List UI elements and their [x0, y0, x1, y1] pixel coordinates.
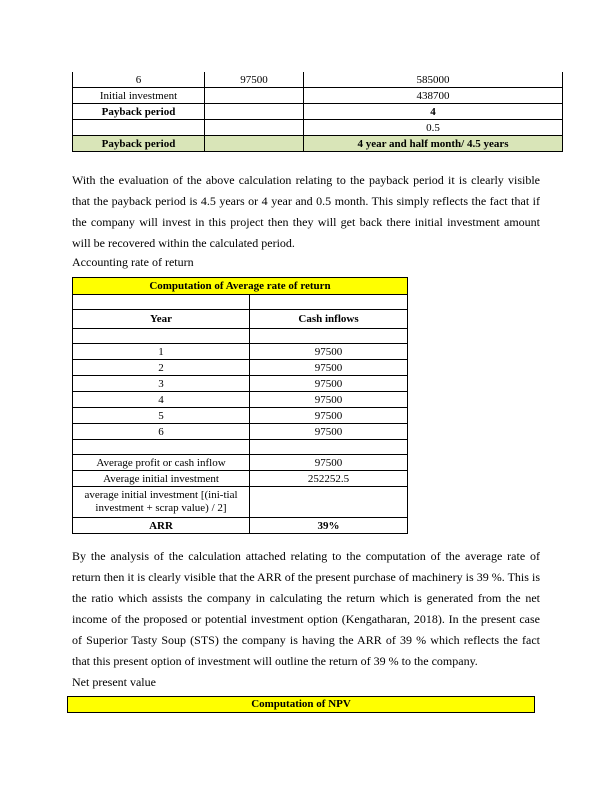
year-cell: 2 [73, 360, 250, 376]
payback-cell: Payback period [73, 104, 205, 120]
cash-cell: 97500 [250, 408, 408, 424]
payback-row [73, 104, 563, 120]
year-cell: 3 [73, 376, 250, 392]
avg-profit-value: 97500 [250, 455, 408, 471]
npv-heading: Net present value [72, 675, 156, 689]
year-row [73, 408, 408, 424]
arr-table [72, 277, 408, 534]
avg-invest-label: Average initial investment [73, 471, 250, 487]
payback-cell: 4 year and half month/ 4.5 years [304, 136, 563, 152]
year-row [73, 392, 408, 408]
payback-cell [205, 120, 304, 136]
cash-cell: 97500 [250, 344, 408, 360]
payback-cell [205, 88, 304, 104]
year-cell: 5 [73, 408, 250, 424]
payback-cell: 6 [73, 72, 205, 88]
payback-paragraph: With the evaluation of the above calculation relating to the payback period it is clearly visible that the payback period is 4.5 years or 4 year and 0.5 month. This simply reflects the fact that if the company will invest in this project then they will get back there initial investment amount will be recovered within the calculated period. [72, 173, 540, 250]
arr-label: ARR [73, 518, 250, 534]
payback-cell: 0.5 [304, 120, 563, 136]
year-row [73, 360, 408, 376]
formula-label: average initial investment [(ini-tial investment + scrap value) / 2] [73, 487, 250, 518]
payback-cell: 97500 [205, 72, 304, 88]
cash-header: Cash inflows [250, 310, 408, 329]
year-cell: 6 [73, 424, 250, 440]
cash-cell: 97500 [250, 392, 408, 408]
payback-cell: Initial investment [73, 88, 205, 104]
payback-cell: 585000 [304, 72, 563, 88]
payback-cell: Payback period [73, 136, 205, 152]
payback-row [73, 72, 563, 88]
year-row [73, 344, 408, 360]
avg-invest-value: 252252.5 [250, 471, 408, 487]
payback-cell [205, 136, 304, 152]
payback-cell: 438700 [304, 88, 563, 104]
cash-cell: 97500 [250, 424, 408, 440]
payback-cell [205, 104, 304, 120]
payback-cell: 4 [304, 104, 563, 120]
year-row [73, 424, 408, 440]
payback-row [73, 88, 563, 104]
cash-cell: 97500 [250, 360, 408, 376]
arr-value: 39% [250, 518, 408, 534]
npv-table-title: Computation of NPV [67, 696, 535, 713]
payback-row [73, 120, 563, 136]
year-row [73, 376, 408, 392]
arr-heading: Accounting rate of return [72, 255, 194, 269]
payback-cell [73, 120, 205, 136]
arr-paragraph: By the analysis of the calculation attached relating to the computation of the average rate of return then it is clearly visible that the ARR of the present purchase of machinery is 39 %. This is the ratio which assists the company in calculating the return which is generated from the net income of the proposed or potential investment option (Kengatharan, 2018). In the present case of Superior Tasty Soup (STS) the company is having the ARR of 39 % which reflects the fact that this present option of investment will outline the return of 39 % to the company. [72, 549, 540, 668]
payback-row [73, 136, 563, 152]
payback-table [72, 72, 563, 152]
year-cell: 1 [73, 344, 250, 360]
year-header: Year [73, 310, 250, 329]
arr-table-title: Computation of Average rate of return [73, 278, 408, 295]
cash-cell: 97500 [250, 376, 408, 392]
avg-profit-label: Average profit or cash inflow [73, 455, 250, 471]
year-cell: 4 [73, 392, 250, 408]
